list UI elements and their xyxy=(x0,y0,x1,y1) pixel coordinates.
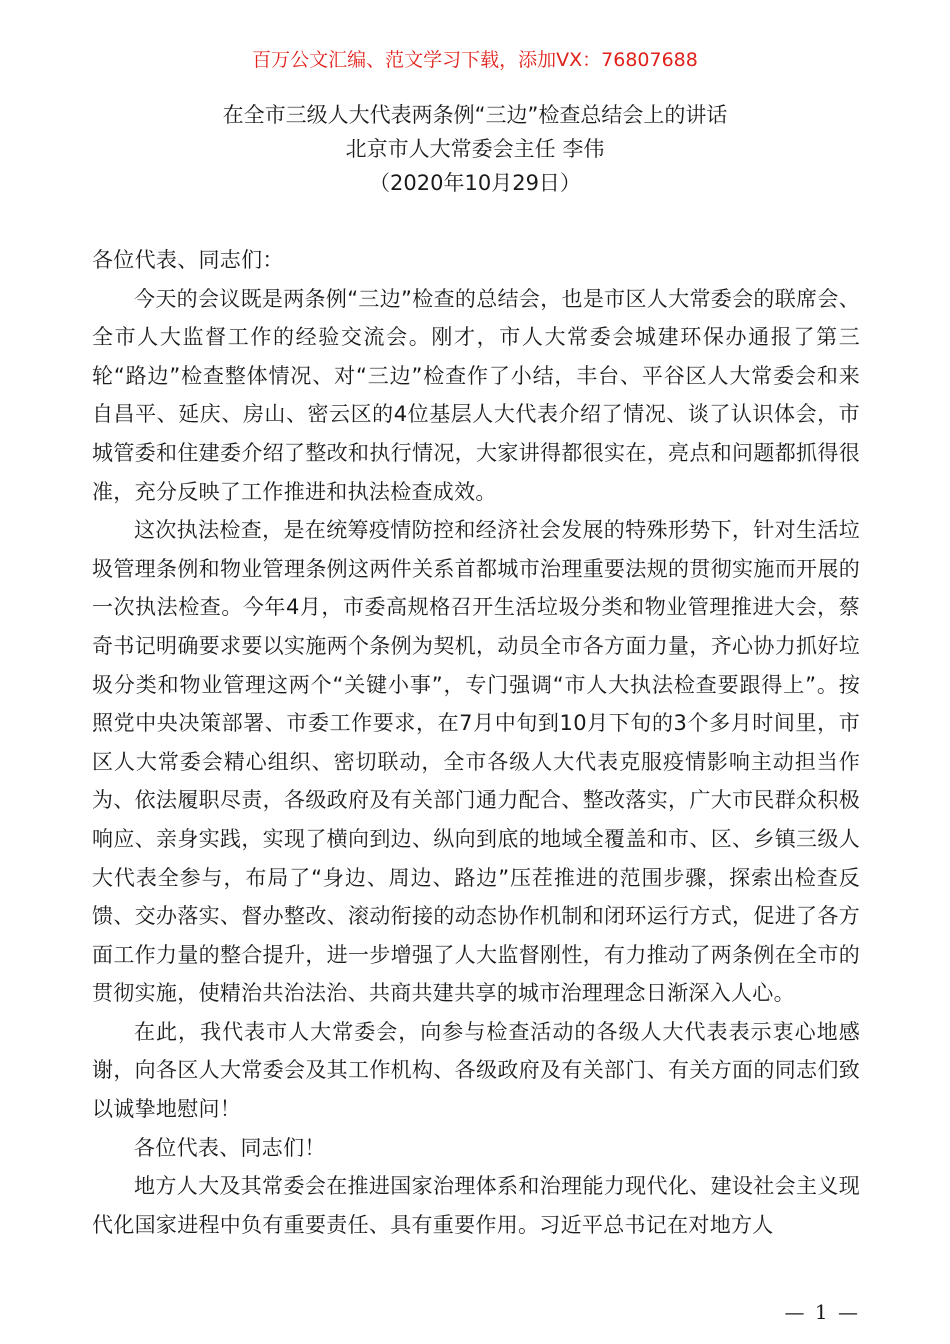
paragraph: 在此，我代表市人大常委会，向参与检查活动的各级人大代表表示衷心地感谢，向各区人大常委会及其工作机构、各级政府及有关部门、有关方面的同志们致以诚挚地慰问！ xyxy=(92,1019,860,1122)
paragraph: 地方人大及其常委会在推进国家治理体系和治理能力现代化、建设社会主义现代化国家进程中负有重要责任、具有重要作用。习近平总书记在对地方人 xyxy=(92,1174,860,1237)
salutation: 各位代表、同志们： xyxy=(92,248,284,272)
speech-date: （2020年10月29日） xyxy=(369,171,581,195)
document-title: 在全市三级人大代表两条例“三边”检查总结会上的讲话 xyxy=(222,103,728,127)
header-banner: 百万公文汇编、范文学习下载，添加VX：76807688 xyxy=(252,49,698,71)
body-text xyxy=(92,241,860,1244)
paragraph: 各位代表、同志们！ xyxy=(134,1135,326,1160)
speaker-line: 北京市人大常委会主任 李伟 xyxy=(345,137,605,161)
paragraph: 今天的会议既是两条例“三边”检查的总结会，也是市区人大常委会的联席会、全市人大监督工作的经验交流会。刚才，市人大常委会城建环保办通报了第三轮“路边”检查整体情况、对“三边”检查作了小结，丰台、平谷区人大常委会和来自昌平、延庆、房山、密云区的4位基层人大代表介绍了情况、谈了认识体会，市城管委和住建委介绍了整改和执行情况，大家讲得都很实在，亮点和问题都抓得很准，充分反映了工作推进和执法检查成效。 xyxy=(92,286,860,504)
title-block xyxy=(0,98,950,200)
page-number: — 1 — xyxy=(784,1300,860,1324)
paragraph: 这次执法检查，是在统筹疫情防控和经济社会发展的特殊形势下，针对生活垃圾管理条例和物业管理条例这两件关系首都城市治理重要法规的贯彻实施而开展的一次执法检查。今年4月，市委高规格召开生活垃圾分类和物业管理推进大会，蔡奇书记明确要求要以实施两个条例为契机，动员全市各方面力量，齐心协力抓好垃圾分类和物业管理这两个“关键小事”，专门强调“市人大执法检查要跟得上”。按照党中央决策部署、市委工作要求，在7月中旬到10月下旬的3个多月时间里，市区人大常委会精心组织、密切联动，全市各级人大代表克服疫情影响主动担当作为、依法履职尽责，各级政府及有关部门通力配合、整改落实，广大市民群众积极响应、亲身实践，实现了横向到边、纵向到底的地域全覆盖和市、区、乡镇三级人大代表全参与，布局了“身边、周边、路边”压茬推进的范围步骤，探索出检查反馈、交办落实、督办整改、滚动衔接的动态协作机制和闭环运行方式，促进了各方面工作力量的整合提升，进一步增强了人大监督刚性，有力推动了两条例在全市的贯彻实施，使精治共治法治、共商共建共享的城市治理理念日渐深入人心。 xyxy=(92,518,860,1006)
